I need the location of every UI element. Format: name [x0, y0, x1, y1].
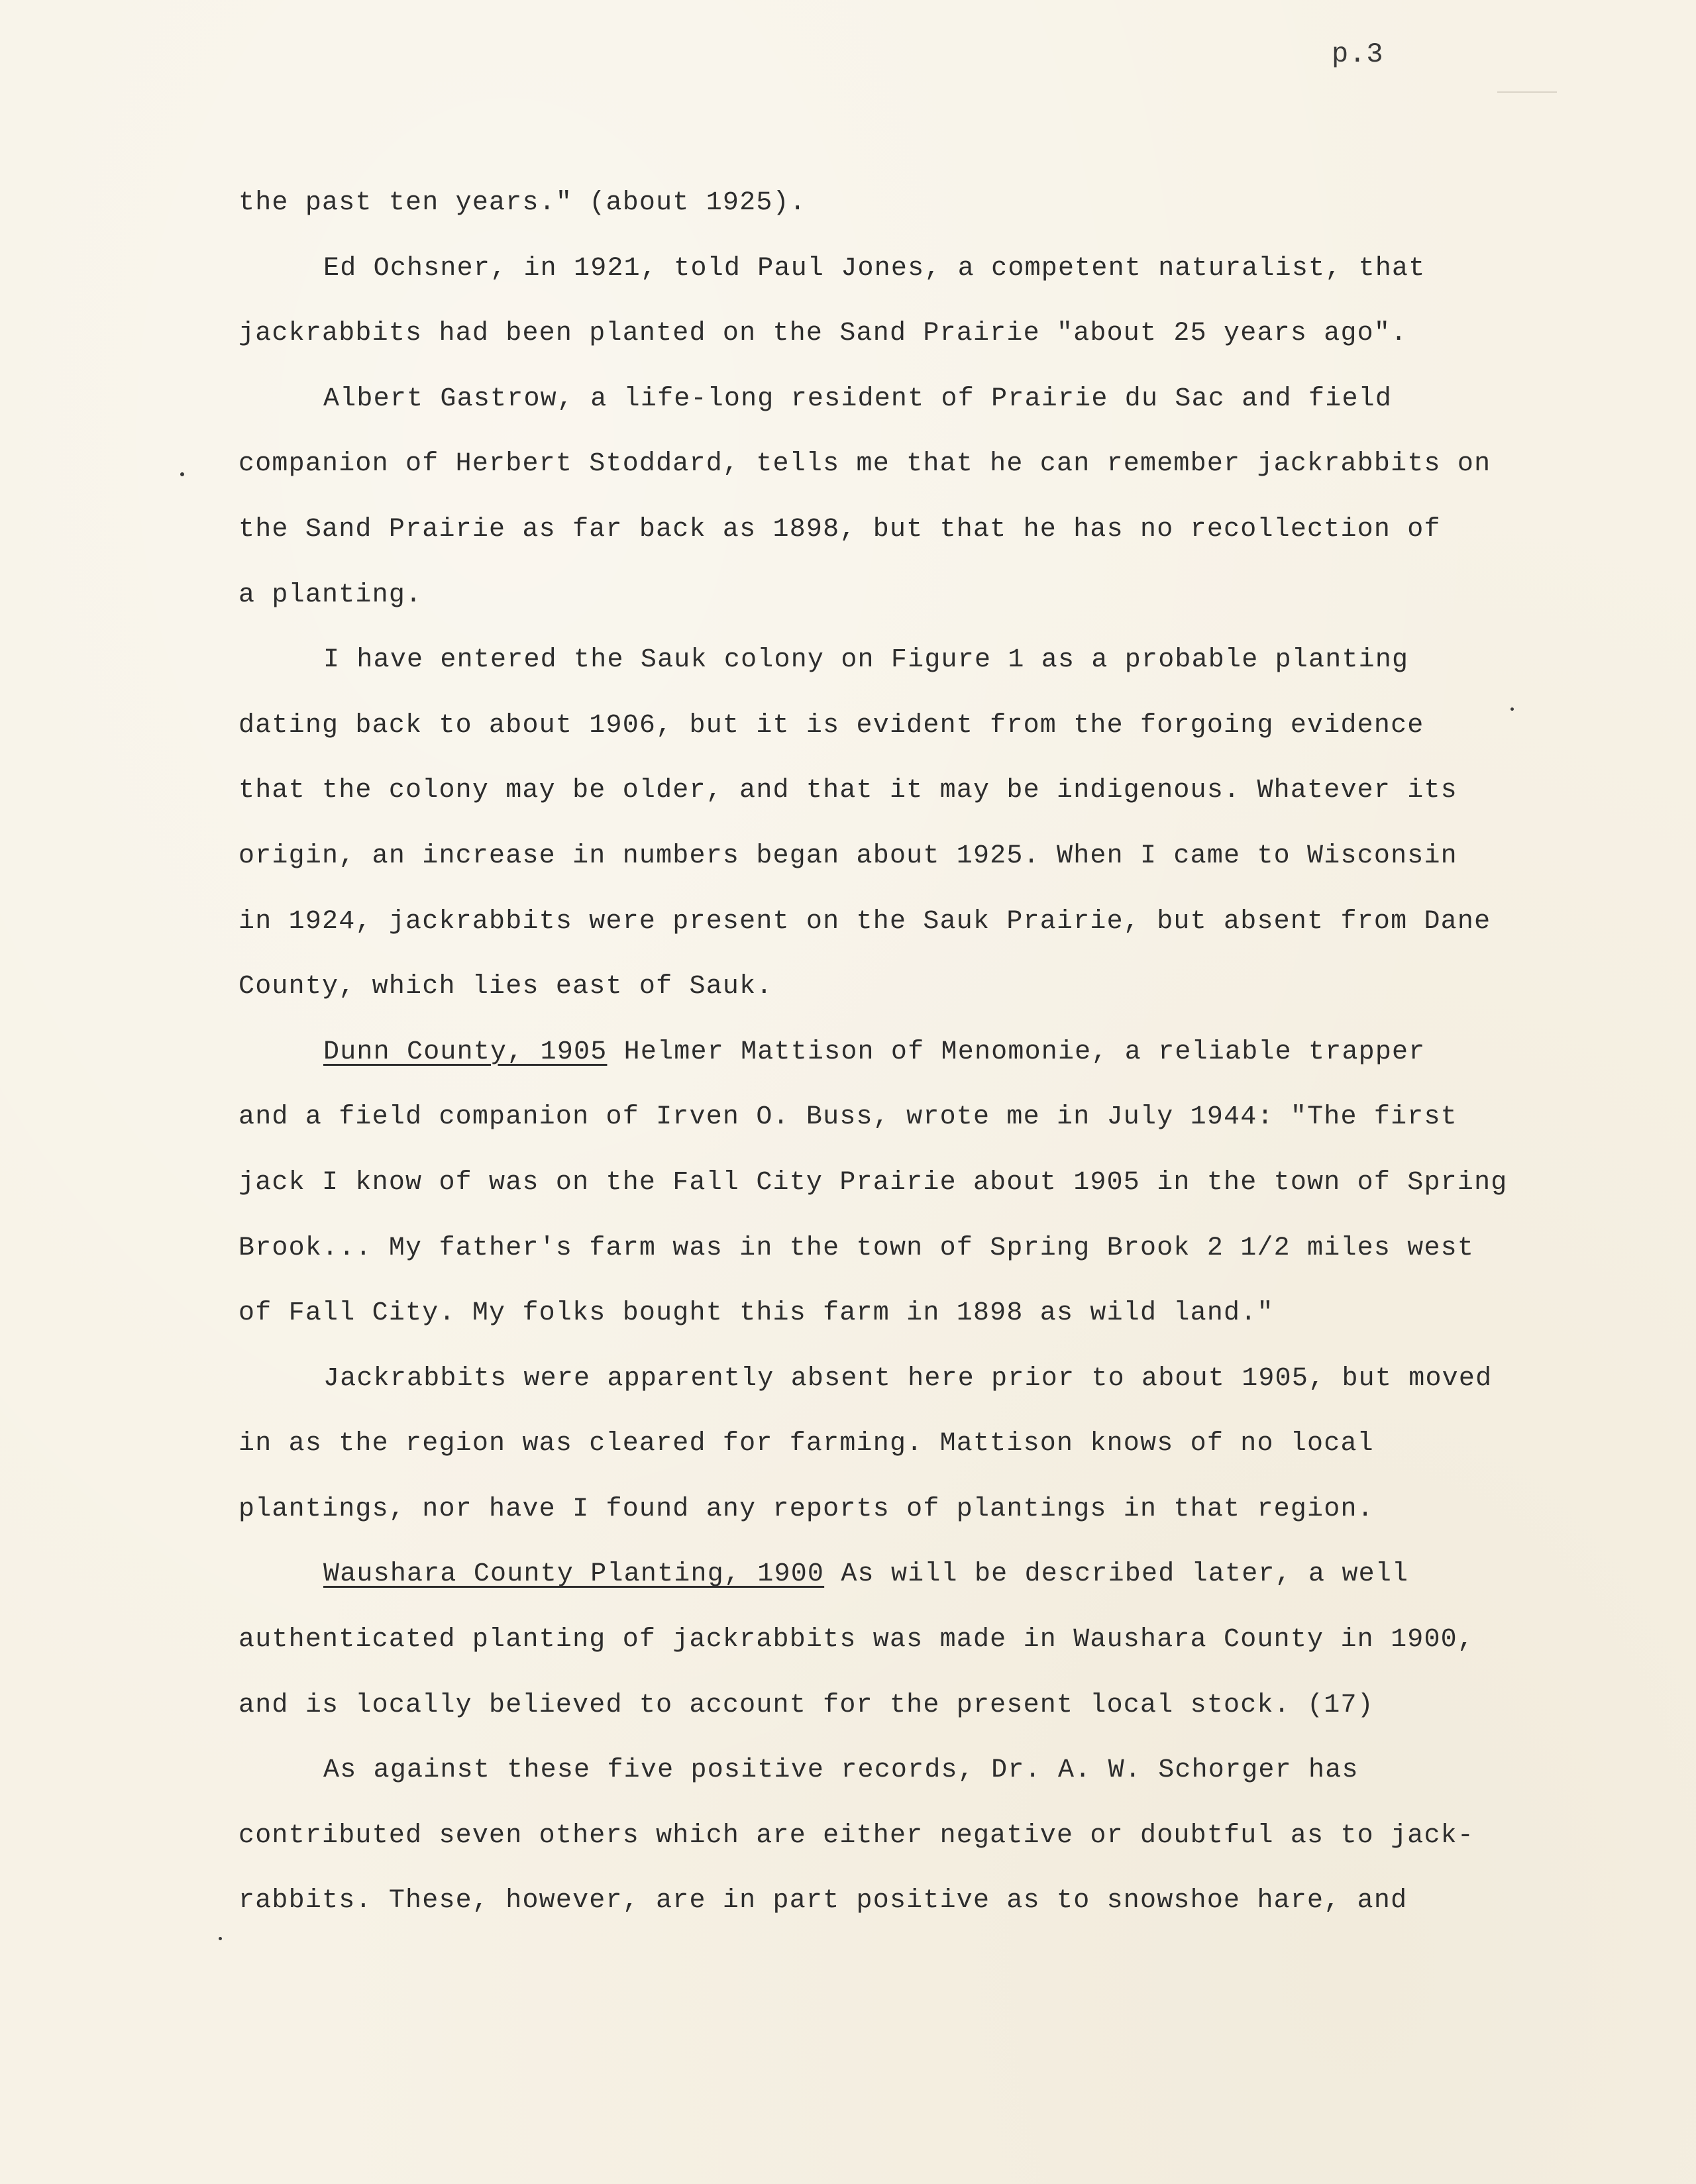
ink-speck — [219, 1937, 222, 1940]
text-line: a planting. — [238, 580, 423, 610]
text-line: I have entered the Sauk colony on Figure 1 as a probable planting — [323, 645, 1409, 676]
text-line: jackrabbits had been planted on the Sand Prairie "about 25 years ago". — [238, 319, 1408, 349]
text-line: authenticated planting of jackrabbits was made in Waushara County in 1900, — [238, 1625, 1475, 1655]
text-line: As against these five positive records, Dr. A. W. Schorger has — [323, 1755, 1359, 1786]
text-line: Brook... My father's farm was in the town of Spring Brook 2 1/2 miles west — [238, 1233, 1475, 1263]
section-heading: Waushara County Planting, 1900 — [323, 1559, 825, 1590]
text-line: Jackrabbits were apparently absent here prior to about 1905, but moved — [323, 1363, 1493, 1394]
text-line: that the colony may be older, and that it may be indigenous. Whatever its — [238, 776, 1458, 806]
text-line: in 1924, jackrabbits were present on the Sauk Prairie, but absent from Dane — [238, 906, 1491, 937]
text-run: As will be described later, a well — [824, 1559, 1409, 1590]
ink-speck — [180, 472, 184, 476]
text-line: plantings, nor have I found any reports of plantings in that region. — [238, 1494, 1374, 1524]
section-heading: Dunn County, 1905 — [323, 1037, 608, 1067]
text-line: County, which lies east of Sauk. — [238, 972, 773, 1002]
text-line: and is locally believed to account for the present local stock. (17) — [238, 1690, 1374, 1720]
text-line — [238, 1542, 1537, 1608]
text-run: Helmer Mattison of Menomonie, a reliable trapper — [607, 1037, 1426, 1067]
text-line — [238, 1020, 1537, 1086]
text-line: and a field companion of Irven O. Buss, wrote me in July 1944: "The first — [238, 1102, 1458, 1133]
text-line: the Sand Prairie as far back as 1898, but that he has no recollection of — [238, 514, 1441, 545]
text-line: rabbits. These, however, are in part positive as to snowshoe hare, and — [238, 1886, 1408, 1916]
body-text — [238, 171, 1537, 1934]
text-line: companion of Herbert Stoddard, tells me that he can remember jackrabbits on — [238, 449, 1491, 480]
text-line: of Fall City. My folks bought this farm in 1898 as wild land." — [238, 1298, 1274, 1329]
text-line: Albert Gastrow, a life-long resident of Prairie du Sac and field — [323, 384, 1393, 414]
text-line: Ed Ochsner, in 1921, told Paul Jones, a competent naturalist, that — [323, 253, 1426, 284]
paper-mark — [1497, 91, 1557, 93]
page-number: p.3 — [1332, 38, 1384, 70]
text-line: jack I know of was on the Fall City Prairie about 1905 in the town of Spring — [238, 1167, 1508, 1198]
text-line: contributed seven others which are either negative or doubtful as to jack- — [238, 1820, 1475, 1851]
text-line: origin, an increase in numbers began about 1925. When I came to Wisconsin — [238, 841, 1458, 871]
text-line: in as the region was cleared for farming. Mattison knows of no local — [238, 1429, 1374, 1459]
text-line: the past ten years." (about 1925). — [238, 188, 806, 218]
text-line: dating back to about 1906, but it is evident from the forgoing evidence — [238, 710, 1424, 741]
